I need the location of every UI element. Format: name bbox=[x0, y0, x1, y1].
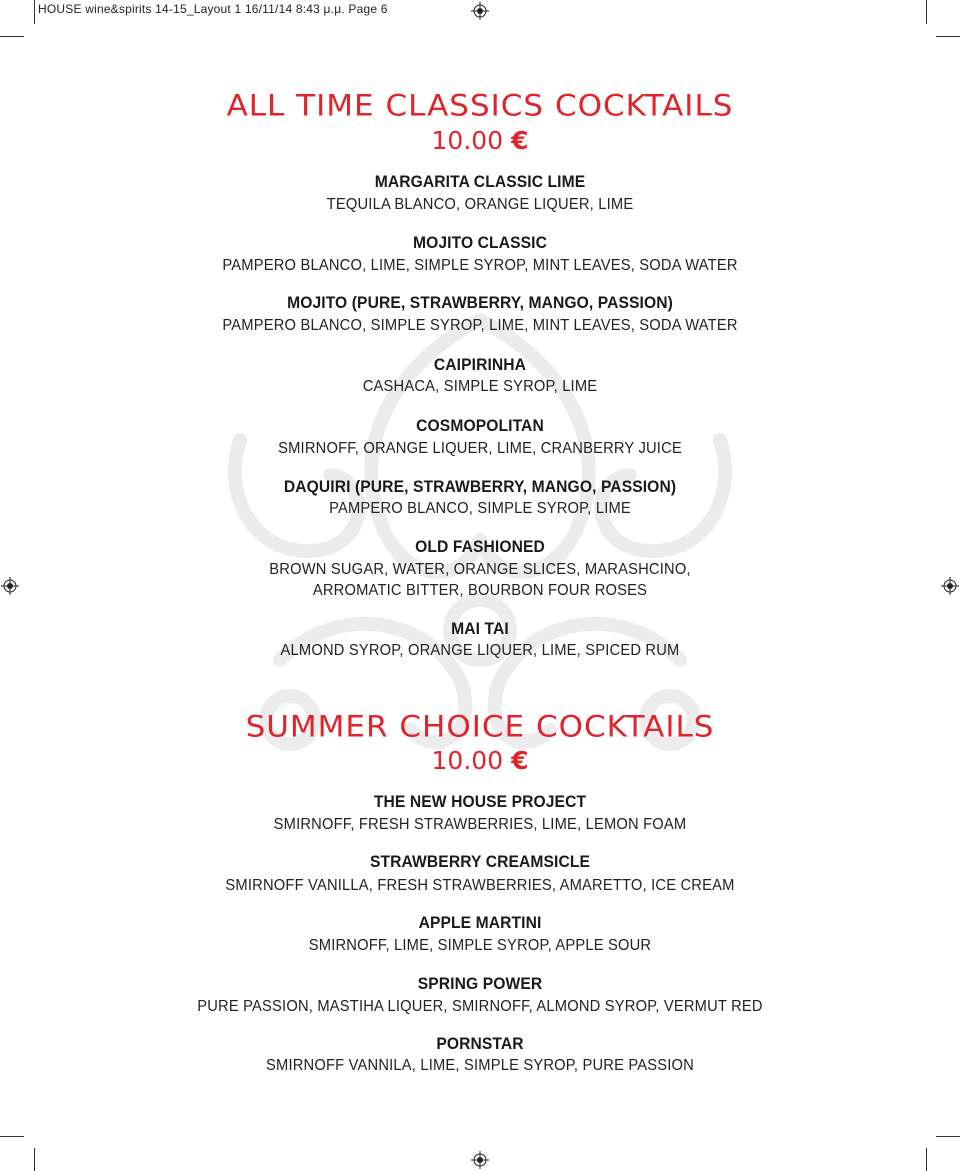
print-slug: HOUSE wine&spirits 14-15_Layout 1 16/11/14 8:43 μ.μ. Page 6 bbox=[38, 2, 388, 16]
cocktail-ingredients: TEQUILA BLANCO, ORANGE LIQUER, LIME bbox=[326, 196, 634, 213]
registration-mark-top-icon bbox=[471, 2, 489, 20]
price-value: 10.00 bbox=[431, 746, 504, 775]
cocktail-ingredients: PAMPERO BLANCO, SIMPLE SYROP, LIME, MINT LEAVES, SODA WATER bbox=[222, 317, 738, 334]
cocktail-name: MOJITO CLASSIC bbox=[413, 233, 547, 252]
crop-mark-top-left bbox=[0, 36, 24, 37]
cocktail-name: SPRING POWER bbox=[417, 974, 543, 993]
section-price-classics bbox=[0, 126, 960, 155]
currency-symbol: € bbox=[511, 126, 529, 155]
cocktail-name: MARGARITA CLASSIC LIME bbox=[374, 172, 586, 191]
crop-mark-bottom-left bbox=[0, 1136, 24, 1137]
cocktail-ingredients: CASHACA, SIMPLE SYROP, LIME bbox=[362, 378, 598, 395]
cocktail-name: MOJITO (PURE, STRAWBERRY, MANGO, PASSION) bbox=[287, 293, 673, 312]
cocktail-ingredients: ARROMATIC BITTER, BOURBON FOUR ROSES bbox=[312, 582, 648, 599]
section-title-summer: SUMMER CHOICE COCKTAILS bbox=[245, 709, 715, 745]
currency-symbol: € bbox=[511, 746, 529, 775]
cocktail-ingredients: SMIRNOFF, FRESH STRAWBERRIES, LIME, LEMON FOAM bbox=[273, 816, 687, 833]
crop-mark-top-left-v bbox=[34, 0, 35, 24]
cocktail-name: DAQUIRI (PURE, STRAWBERRY, MANGO, PASSION) bbox=[283, 477, 677, 496]
cocktail-name: OLD FASHIONED bbox=[415, 537, 545, 556]
registration-mark-right-icon bbox=[941, 577, 959, 595]
registration-mark-left-icon bbox=[1, 577, 19, 595]
cocktail-name: CAIPIRINHA bbox=[433, 355, 527, 374]
cocktail-ingredients: PAMPERO BLANCO, LIME, SIMPLE SYROP, MINT LEAVES, SODA WATER bbox=[222, 257, 738, 274]
cocktail-ingredients: PAMPERO BLANCO, SIMPLE SYROP, LIME bbox=[329, 500, 631, 517]
crop-mark-bottom-right bbox=[936, 1136, 960, 1137]
cocktail-name: THE NEW HOUSE PROJECT bbox=[373, 792, 587, 811]
section-title-classics: ALL TIME CLASSICS COCKTAILS bbox=[226, 88, 734, 124]
registration-mark-bottom-icon bbox=[471, 1151, 489, 1169]
cocktail-ingredients: ALMOND SYROP, ORANGE LIQUER, LIME, SPICED RUM bbox=[280, 642, 680, 659]
crop-mark-bottom-right-v bbox=[926, 1148, 927, 1171]
crop-mark-bottom-left-v bbox=[34, 1148, 35, 1171]
cocktail-name: PORNSTAR bbox=[436, 1034, 524, 1053]
cocktail-name: STRAWBERRY CREAMSICLE bbox=[369, 852, 591, 871]
cocktail-ingredients: SMIRNOFF, LIME, SIMPLE SYROP, APPLE SOUR bbox=[308, 937, 652, 954]
cocktail-ingredients: BROWN SUGAR, WATER, ORANGE SLICES, MARASHCINO, bbox=[269, 561, 691, 578]
cocktail-ingredients: SMIRNOFF, ORANGE LIQUER, LIME, CRANBERRY JUICE bbox=[278, 440, 682, 457]
cocktail-name: APPLE MARTINI bbox=[418, 913, 542, 932]
crop-mark-top-right-v bbox=[926, 0, 927, 24]
cocktail-ingredients: SMIRNOFF VANNILA, LIME, SIMPLE SYROP, PURE PASSION bbox=[265, 1057, 695, 1074]
section-price-summer bbox=[0, 746, 960, 775]
cocktail-name: MAI TAI bbox=[451, 619, 509, 638]
crop-mark-top-right bbox=[936, 36, 960, 37]
cocktail-ingredients: SMIRNOFF VANILLA, FRESH STRAWBERRIES, AMARETTO, ICE CREAM bbox=[225, 877, 735, 894]
cocktail-ingredients: PURE PASSION, MASTIHA LIQUER, SMIRNOFF, ALMOND SYROP, VERMUT RED bbox=[197, 998, 763, 1015]
cocktail-name: COSMOPOLITAN bbox=[416, 416, 544, 435]
price-value: 10.00 bbox=[431, 126, 504, 155]
